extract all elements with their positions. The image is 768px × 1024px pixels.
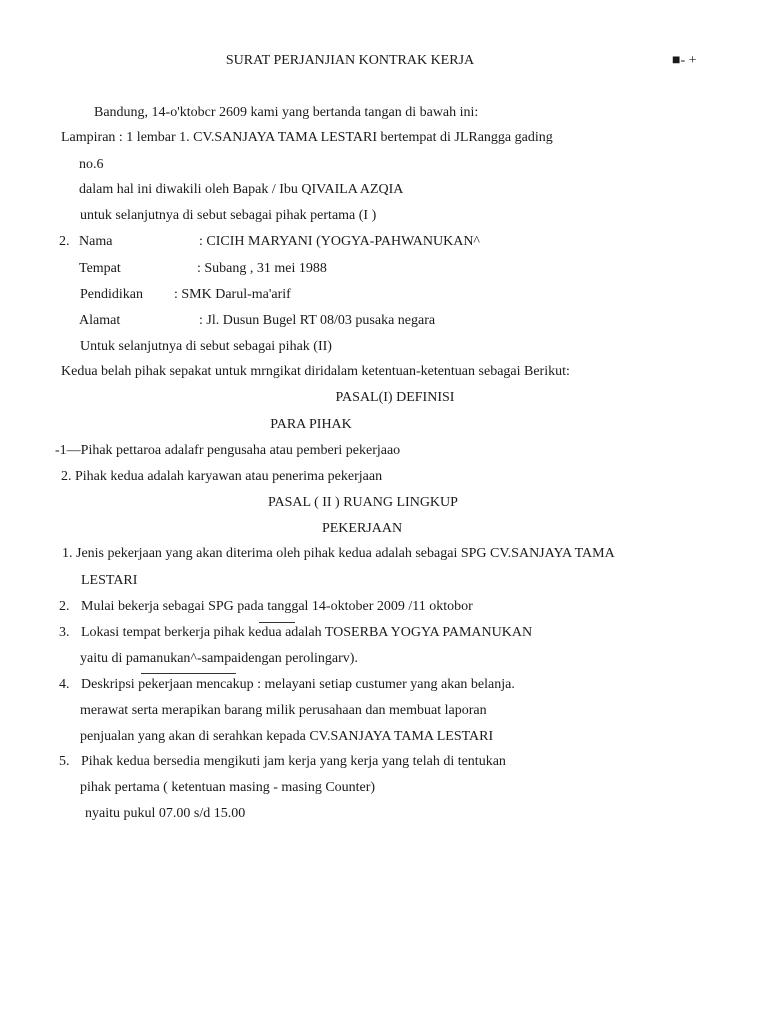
item-4-line-c: penjualan yang akan di serahkan kepada CV.SANJAYA TAMA LESTARI [80,729,494,744]
party2-name-label: Nama [79,234,113,249]
definition-1: -1—Pihak pettaroa adalafr pengusaha atau pemberi pekerjaao [55,443,401,458]
lampiran-line: Lampiran : 1 lembar 1. CV.SANJAYA TAMA LESTARI bertempat di JLRangga gading [61,130,553,145]
party2-birth-label: Tempat [79,261,121,276]
first-party-line: untuk selanjutnya di sebut sebagai pihak pertama (I ) [80,208,377,223]
party2-name-value: : CICIH MARYANI (YOGYA-PAHWANUKAN^ [199,234,481,249]
pasal2-title: PASAL ( II ) RUANG LINGKUP [268,495,458,510]
second-party-line: Untuk selanjutnya di sebut sebagai pihak (II) [80,339,332,354]
party2-birth-value: : Subang , 31 mei 1988 [197,261,327,276]
item-3-line-a: Lokasi tempat berkerja pihak kedua adalah TOSERBA YOGYA PAMANUKAN [81,625,533,640]
item-3-line-b: yaitu di pamanukan^-sampaidengan perolingarv). [80,651,358,666]
party2-address-label: Alamat [79,313,121,328]
scan-mark-line [141,673,236,674]
item-5-line-a: Pihak kedua bersedia mengikuti jam kerja yang kerja yang telah di tentukan [81,754,506,769]
definition-2: 2. Pihak kedua adalah karyawan atau penerima pekerjaan [61,469,383,484]
pasal1-subtitle: PARA PIHAK [270,417,352,432]
party2-address-value: : Jl. Dusun Bugel RT 08/03 pusaka negara [199,313,436,328]
item-4-number: 4. [59,677,70,692]
corner-mark: ■- + [672,53,697,68]
pasal2-subtitle: PEKERJAAN [321,521,403,536]
agreement-line: Kedua belah pihak sepakat untuk mrngikat diridalam ketentuan-ketentuan sebagai Berikut: [61,364,570,379]
intro-line: Bandung, 14-o'ktobcr 2609 kami yang bertanda tangan di bawah ini: [94,105,479,120]
item-1-line-b: LESTARI [81,573,138,588]
address-continuation: no.6 [79,157,104,172]
item-5-number: 5. [59,754,70,769]
item-4-line-a: Deskripsi pekerjaan mencakup : melayani setiap custumer yang akan belanja. [81,677,515,692]
represented-line: dalam hal ini diwakili oleh Bapak / Ibu QIVAILA AZQIA [79,182,404,197]
party2-education-value: : SMK Darul-ma'arif [174,287,291,302]
item-1-line-a: 1. Jenis pekerjaan yang akan diterima oleh pihak kedua adalah sebagai SPG CV.SANJAYA TAMA [62,546,615,561]
document-title: SURAT PERJANJIAN KONTRAK KERJA [225,53,475,68]
scan-mark-line [259,622,295,623]
item-2-line-a: Mulai bekerja sebagai SPG pada tanggal 14-oktober 2009 /11 oktobor [81,599,473,614]
party2-number: 2. [59,234,70,249]
party2-education-label: Pendidikan [80,287,143,302]
item-4-line-b: merawat serta merapikan barang milik perusahaan dan membuat laporan [80,703,487,718]
item-5-line-b: pihak pertama ( ketentuan masing - masing Counter) [80,780,376,795]
item-2-number: 2. [59,599,70,614]
pasal1-title: PASAL(I) DEFINISI [335,390,455,405]
item-5-line-c: nyaitu pukul 07.00 s/d 15.00 [85,806,246,821]
item-3-number: 3. [59,625,70,640]
